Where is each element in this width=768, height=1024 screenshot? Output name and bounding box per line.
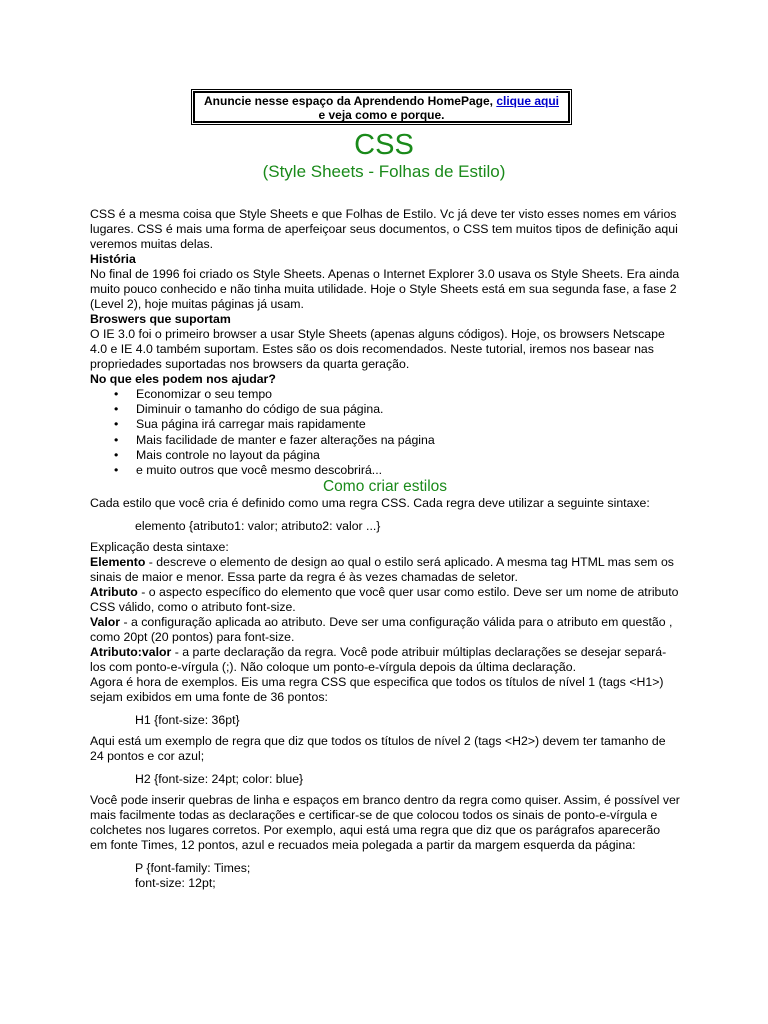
list-item: • e muito outros que você mesmo descobrirá... [136,463,680,478]
list-item: • Economizar o seu tempo [136,387,680,402]
valor-label: Valor [90,615,121,630]
article-body [90,207,680,891]
intro-paragraph: CSS é a mesma coisa que Style Sheets e que Folhas de Estilo. Vc já deve ter visto esses nomes em vários lugares. CSS é mais uma forma de aperfeiçoar seus documentos, o CSS tem muitos tipos de definição aqui veremos muitas delas. [90,207,678,251]
exemplo3-paragraph: Você pode inserir quebras de linha e espaços em branco dentro da regra como quiser. Assim, é possível ver mais facilmente todas as declarações e certificar-se de que colocou todos os sinais de ponto-e-vírgula e colchetes nos lugares corretos. Por exemplo, aqui está uma regra que diz que os parágrafos aparecerão em fonte Times, 12 pontos, azul e recuados meia polegada a partir da margem esquerda da página: [90,793,680,853]
page-subtitle: (Style Sheets - Folhas de Estilo) [262,162,506,181]
valor-text: - a configuração aplicada ao atributo. Deve ser uma configuração válida para o atributo em questão , como 20pt (20 pontos) para font-size. [90,615,673,645]
atrval-definition [90,645,680,675]
atributo-definition [90,585,680,615]
page-title: CSS [354,129,414,161]
explicacao-line: Explicação desta sintaxe: [90,540,229,555]
historia-paragraph: No final de 1996 foi criado os Style Sheets. Apenas o Internet Explorer 3.0 usava os Style Sheets. Era ainda muito pouco conhecido e não tinha muita utilidade. Hoje o Style Sheets está em sua segunda fase, a fase 2 (Level 2), hoje muitas páginas já usam. [90,267,680,311]
benefits-list [90,387,680,478]
code-p-line2: font-size: 12pt; [135,876,216,891]
syntax-code: elemento {atributo1: valor; atributo2: valor ...} [135,519,381,534]
browsers-heading: Broswers que suportam [90,312,231,326]
ad-banner [193,91,570,123]
code-h2: H2 {font-size: 24pt; color: blue} [135,772,304,787]
exemplo2-paragraph: Aqui está um exemplo de regra que diz que todos os títulos de nível 2 (tags <H2>) devem ter tamanho de 24 pontos e cor azul; [90,734,666,764]
exemplo1-paragraph: Agora é hora de exemplos. Eis uma regra CSS que especifica que todos os títulos de nível 1 (tags <H1>) sejam exibidos em uma fonte de 36 pontos: [90,675,664,705]
ad-text-2: e veja como e porque. [318,108,445,122]
criar-heading: Como criar estilos [322,478,448,496]
elemento-label: Elemento [90,555,146,570]
atrval-text: - a parte declaração da regra. Você pode atribuir múltiplas declarações se desejar separá-los com ponto-e-vírgula (;). Não coloque um ponto-e-vírgula depois da última declaração. [90,645,667,675]
valor-definition [90,615,680,645]
elemento-text: - descreve o elemento de design ao qual o estilo será aplicado. A mesma tag HTML mas sem os sinais de maior e menor. Essa parte da regra é às vezes chamadas de seletor. [90,555,674,585]
historia-heading: História [90,252,136,266]
atributo-text: - o aspecto específico do elemento que você quer usar como estilo. Deve ser um nome de atributo CSS válido, como o atributo font-size. [90,585,679,615]
list-item: • Mais facilidade de manter e fazer alterações na página [136,433,680,448]
ad-text: Anuncie nesse espaço da Aprendendo HomePage, [204,94,497,108]
list-item: • Mais controle no layout da página [136,448,680,463]
code-p-line1: P {font-family: Times; [135,861,251,876]
browsers-paragraph: O IE 3.0 foi o primeiro browser a usar Style Sheets (apenas alguns códigos). Hoje, os browsers Netscape 4.0 e IE 4.0 também suportam. Estes são os dois recomendados. Neste tutorial, iremos nos basear nas propriedades suportadas nos browsers da quarta geração. [90,327,665,371]
list-item: • Diminuir o tamanho do código de sua página. [136,402,680,417]
atributo-label: Atributo [90,585,138,600]
code-h1: H1 {font-size: 36pt} [135,713,240,728]
elemento-definition [90,555,680,585]
atrval-label: Atributo:valor [90,645,172,660]
ajudar-heading: No que eles podem nos ajudar? [90,372,276,386]
list-item: • Sua página irá carregar mais rapidamente [136,417,680,432]
ad-link[interactable]: clique aqui [496,94,559,108]
criar-paragraph: Cada estilo que você cria é definido como uma regra CSS. Cada regra deve utilizar a seguinte sintaxe: [90,496,650,511]
